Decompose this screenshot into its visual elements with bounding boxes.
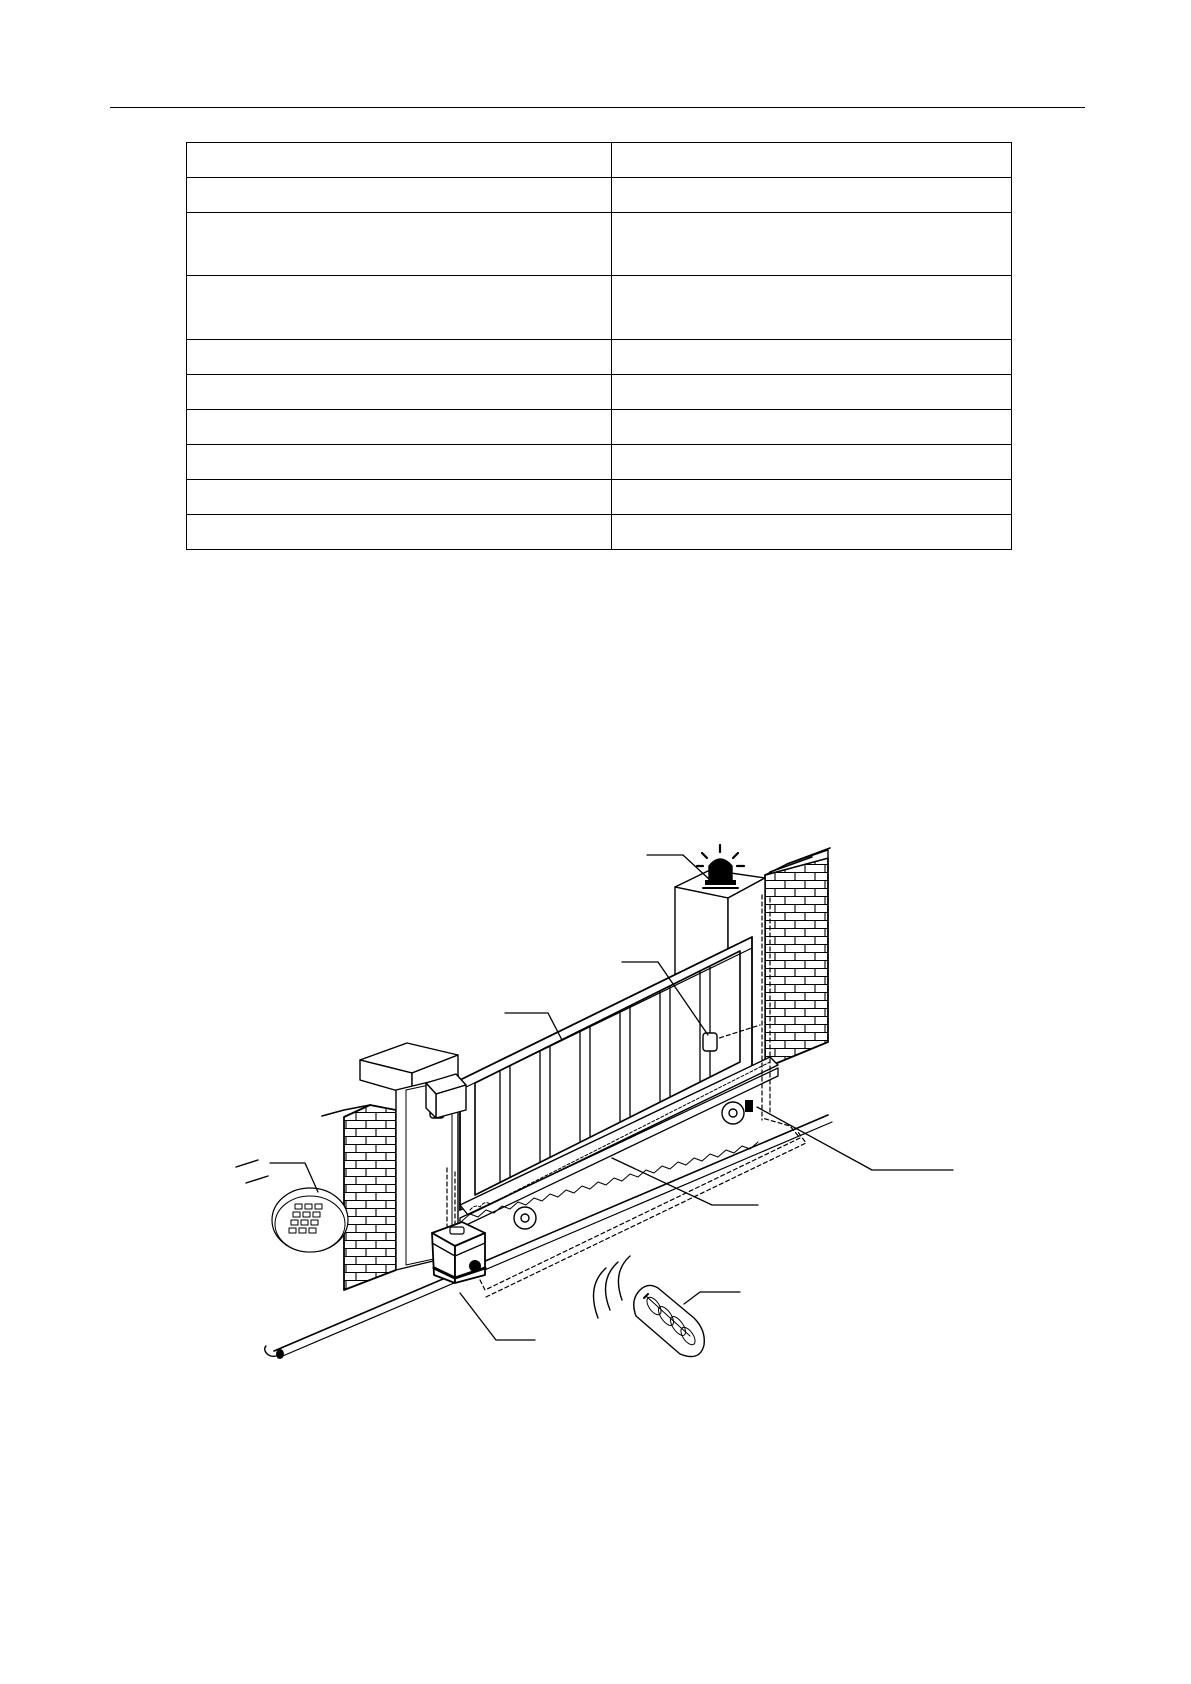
callout-limit [757, 1107, 953, 1170]
gate-wheel [722, 1102, 744, 1124]
gate-wheel [514, 1207, 536, 1229]
right-brick-wall [765, 848, 830, 1068]
callout-remote [684, 1292, 740, 1304]
remote-control [594, 1256, 705, 1357]
sliding-gate [460, 937, 778, 1215]
limit-magnet [745, 1100, 753, 1112]
callout-operator [460, 1293, 535, 1340]
photocell-receiver [703, 1033, 717, 1051]
keypad [236, 1160, 348, 1252]
stop-bracket [426, 1074, 466, 1118]
gate-operator [432, 1222, 485, 1283]
